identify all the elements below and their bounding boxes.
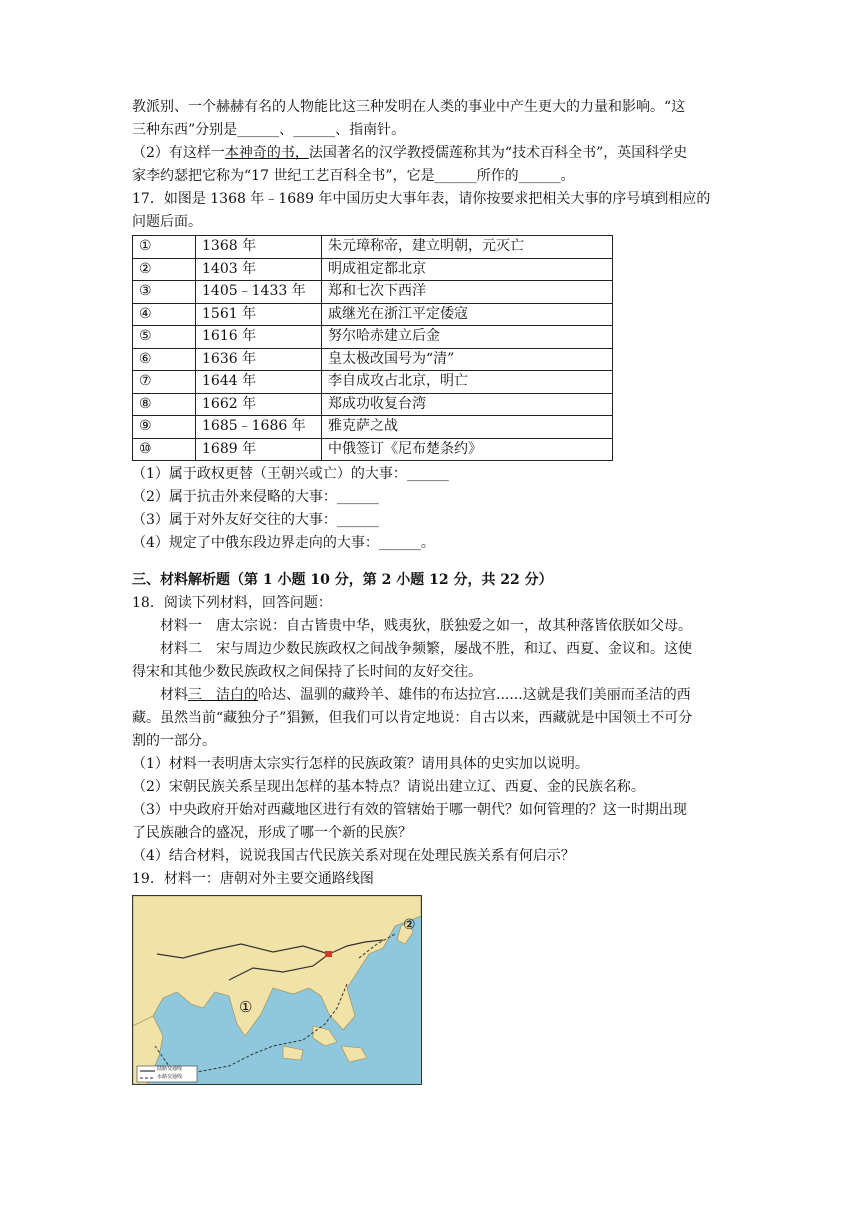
underlined-text: 三 洁白的 (188, 687, 258, 703)
event-description: 李自成攻占北京，明亡 (322, 371, 613, 394)
event-description: 中俄签订《尼布楚条约》 (322, 438, 613, 461)
q18-sub-3-cont: 了民族融合的盛况，形成了哪一个新的民族？ (132, 825, 412, 841)
q18-sub-2: （2）宋朝民族关系呈现出怎样的基本特点？请说出建立辽、西夏、金的民族名称。 (132, 779, 645, 795)
event-row (133, 348, 613, 371)
event-year: 1689 年 (196, 438, 322, 461)
event-row (133, 438, 613, 461)
event-year: 1644 年 (196, 371, 322, 394)
event-number: ② (133, 258, 196, 281)
map-graphic (133, 896, 421, 1084)
event-row (133, 258, 613, 281)
material-1: 材料一 唐太宗说：自古皆贵中华，贱夷狄，朕独爱之如一，故其种落皆依朕如父母。 (160, 618, 692, 634)
event-description: 雅克萨之战 (322, 416, 613, 439)
event-year: 1685﹣1686 年 (196, 416, 322, 439)
event-year: 1662 年 (196, 393, 322, 416)
tang-routes-map (132, 895, 422, 1085)
material-2: 材料二 宋与周边少数民族政权之间战争频繁，屡战不胜，和辽、西夏、金议和。这使 (160, 641, 692, 657)
text-span: 法国著名的汉学教授儒莲称其为“技术百科全书”，英国科学史 (308, 145, 688, 161)
material-3-cont: 藏。虽然当前“藏独分子”猖獗，但我们可以肯定地说：自古以来，西藏就是中国领土不可分 (132, 710, 693, 726)
event-number: ④ (133, 303, 196, 326)
q18-sub-1: （1）材料一表明唐太宗实行怎样的民族政策？请用具体的史实加以说明。 (132, 756, 589, 772)
event-number: ① (133, 236, 196, 259)
q17-sub-4: （4）规定了中俄东段边界走向的大事：______。 (132, 535, 435, 551)
event-row (133, 281, 613, 304)
map-marker-2: ② (403, 917, 416, 933)
text-span: （2）有这样一 (132, 145, 225, 161)
text-line: 问题后面。 (132, 214, 202, 230)
event-description: 皇太极改国号为“清” (322, 348, 613, 371)
q17-sub-3: （3）属于对外友好交往的大事：______ (132, 512, 379, 528)
event-row (133, 416, 613, 439)
event-description: 朱元璋称帝，建立明朝，元灭亡 (322, 236, 613, 259)
text-span: 哈达、温驯的藏羚羊、雄伟的布达拉宫......这就是我们美丽而圣洁的西 (258, 687, 691, 703)
text-line: 三种东西”分别是______、______、指南针。 (132, 122, 406, 138)
event-year: 1561 年 (196, 303, 322, 326)
underlined-text: 本神奇的书， (224, 145, 309, 161)
material-2-cont: 得宋和其他少数民族政权之间保持了长时间的友好交往。 (132, 664, 482, 680)
legend-land-label: 陆路交通线 (157, 1066, 183, 1072)
event-number: ⑩ (133, 438, 196, 461)
event-year: 1636 年 (196, 348, 322, 371)
event-number: ⑨ (133, 416, 196, 439)
document-page (132, 96, 732, 1085)
event-row (133, 326, 613, 349)
map-marker-1: ① (239, 998, 253, 1016)
event-year: 1405﹣1433 年 (196, 281, 322, 304)
legend-sea-label: 水路交通线 (157, 1074, 183, 1080)
q17-sub-1: （1）属于政权更替（王朝兴或亡）的大事：______ (132, 466, 449, 482)
event-description: 明成祖定都北京 (322, 258, 613, 281)
section-heading: 三、材料解析题（第 1 小题 10 分，第 2 小题 12 分，共 22 分） (132, 572, 553, 588)
event-year: 1403 年 (196, 258, 322, 281)
event-description: 戚继光在浙江平定倭寇 (322, 303, 613, 326)
event-number: ⑧ (133, 393, 196, 416)
event-description: 郑和七次下西洋 (322, 281, 613, 304)
event-year: 1616 年 (196, 326, 322, 349)
event-row (133, 393, 613, 416)
text-line (132, 142, 732, 165)
text-span: 材料 (160, 687, 188, 703)
question-19: 19．材料一：唐朝对外主要交通路线图 (132, 871, 374, 887)
event-number: ⑦ (133, 371, 196, 394)
event-row (133, 236, 613, 259)
event-description: 努尔哈赤建立后金 (322, 326, 613, 349)
events-table (132, 235, 613, 461)
q17-sub-2: （2）属于抗击外来侵略的大事：______ (132, 489, 379, 505)
material-3 (132, 684, 732, 707)
event-number: ⑤ (133, 326, 196, 349)
q18-sub-4: （4）结合材料，说说我国古代民族关系对现在处理民族关系有何启示？ (132, 848, 575, 864)
question-18: 18．阅读下列材料，回答问题： (132, 595, 332, 611)
event-number: ⑥ (133, 348, 196, 371)
event-number: ③ (133, 281, 196, 304)
text-line: 教派别、一个赫赫有名的人物能比这三种发明在人类的事业中产生更大的力量和影响。“这 (132, 99, 686, 115)
event-description: 郑成功收复台湾 (322, 393, 613, 416)
event-year: 1368 年 (196, 236, 322, 259)
event-row (133, 303, 613, 326)
question-17: 17．如图是 1368 年﹣1689 年中国历史大事年表，请你按要求把相关大事的序号填到相应的 (132, 191, 711, 207)
material-3-cont: 割的一部分。 (132, 733, 216, 749)
event-row (133, 371, 613, 394)
text-line: 家李约瑟把它称为“17 世纪工艺百科全书”，它是______所作的______。 (132, 168, 575, 184)
q18-sub-3: （3）中央政府开始对西藏地区进行有效的管辖始于哪一朝代？如何管理的？这一时期出现 (132, 802, 687, 818)
